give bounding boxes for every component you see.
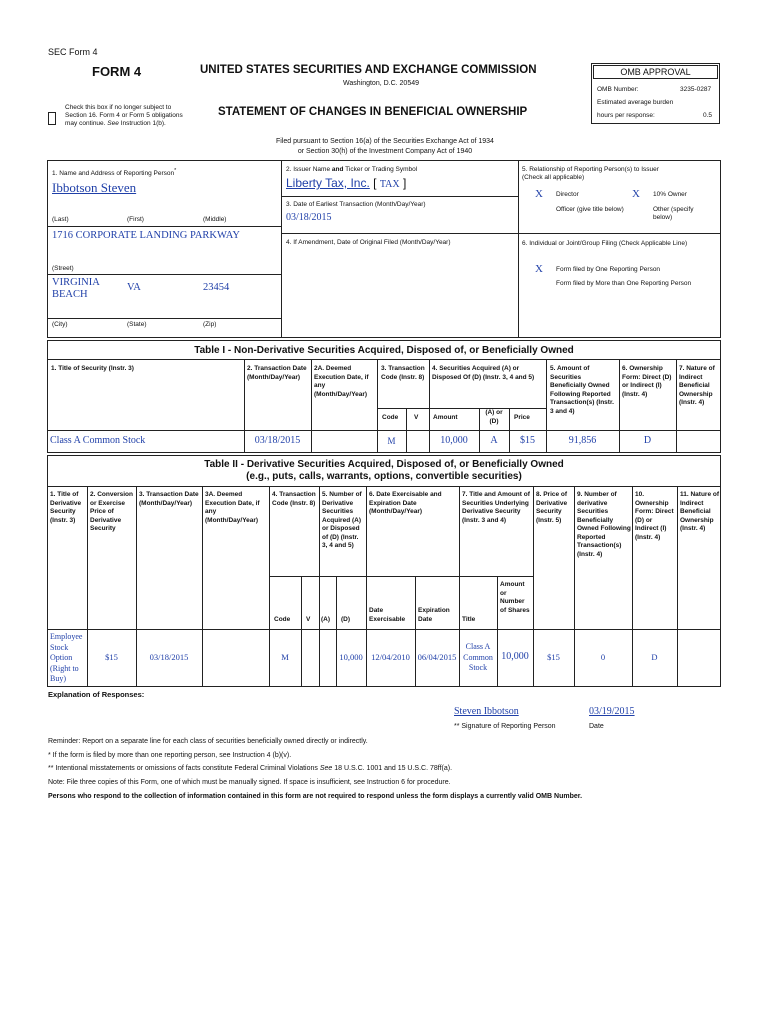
issuer-ticker: TAX	[379, 179, 400, 190]
t2-subheader-title: Title	[462, 616, 476, 623]
t2-header-underlying: 7. Title and Amount of Securities Underlying Derivative Security (Instr. 3 and 4)	[462, 491, 530, 524]
omb-hours-label: hours per response:	[597, 112, 655, 119]
omb-hours-value: 0.5	[703, 112, 713, 119]
city-label: (City)	[52, 321, 68, 328]
t2-row-expiration: 06/04/2015	[417, 652, 457, 662]
omb-number-label: OMB Number:	[597, 86, 639, 93]
t2-header-code: 4. Transaction Code (Instr. 8)	[272, 491, 316, 507]
t1-row-owned: 91,856	[568, 435, 597, 446]
t2-row-underlying-title: Class A Common Stock	[463, 642, 493, 672]
t2-header-owned: 9. Number of derivative Securities Beneficially Owned Following Reported Transaction(s) (Instr. 4)	[577, 491, 631, 558]
t2-header-number: 5. Number of Derivative Securities Acquired (A) or Disposed of (D) (Instr. 3, 4 and 5)	[322, 491, 362, 549]
t2-row-underlying-amount: 10,000	[501, 651, 529, 662]
t2-header-exercisable: 6. Date Exercisable and Expiration Date (Month/Day/Year)	[369, 491, 442, 515]
t2-subheader-v: V	[306, 616, 311, 623]
explanation-label: Explanation of Responses:	[48, 690, 145, 699]
first-name-label: (First)	[127, 216, 144, 223]
omb-burden-label: Estimated average burden	[597, 99, 674, 106]
earliest-transaction-date: 03/18/2015	[286, 212, 332, 223]
issuer-name-link[interactable]: Liberty Tax, Inc.	[286, 176, 370, 190]
t2-header-price: 8. Price of Derivative Security (Instr. 5)	[536, 491, 568, 524]
amendment-label: 4. If Amendment, Date of Original Filed (Month/Day/Year)	[286, 239, 451, 246]
t2-row-code: M	[281, 652, 289, 662]
form-title: FORM 4	[92, 64, 142, 79]
t1-row-date: 03/18/2015	[254, 435, 301, 446]
t1-subheader-v: V	[414, 414, 419, 421]
t2-header-nature: 11. Nature of Indirect Beneficial Ownership (Instr. 4)	[680, 491, 720, 532]
t2-row-derivative-price: $15	[547, 652, 560, 662]
t1-header-deemed: 2A. Deemed Execution Date, if any (Month/Day/Year)	[314, 365, 369, 398]
omb-title: OMB APPROVAL	[593, 65, 718, 79]
commission-location: Washington, D.C. 20549	[343, 80, 420, 87]
t1-header-nature: 7. Nature of Indirect Beneficial Ownership (Instr. 4)	[679, 365, 715, 406]
reporting-person-label: 1. Name and Address of Reporting Person*	[52, 168, 177, 178]
one-reporting-person-mark[interactable]: X	[535, 263, 543, 275]
street-address: 1716 CORPORATE LANDING PARKWAY	[52, 230, 240, 241]
state-value: VA	[127, 282, 141, 293]
t1-header-title: 1. Title of Security (Instr. 3)	[51, 365, 134, 372]
middle-name-label: (Middle)	[203, 216, 227, 223]
reporting-person-name[interactable]: Ibbotson Steven	[52, 180, 137, 195]
earliest-transaction-label: 3. Date of Earliest Transaction (Month/Day/Year)	[286, 201, 426, 208]
t2-header-conversion: 2. Conversion or Exercise Price of Derivative Security	[90, 491, 133, 532]
t2-subheader-amount-shares: Amount or Number of Shares	[500, 581, 530, 614]
filing-type-label: 6. Individual or Joint/Group Filing (Check Applicable Line)	[522, 240, 688, 247]
t1-header-date: 2. Transaction Date (Month/Day/Year)	[247, 365, 307, 381]
t1-header-acquired: 4. Securities Acquired (A) or Disposed Of (D) (Instr. 3, 4 and 5)	[432, 365, 535, 381]
reminder-text: Reminder: Report on a separate line for each class of securities beneficially owned directly or indirectly.	[48, 738, 368, 745]
checkbox-text: Check this box if no longer subject to Section 16. Form 4 or Form 5 obligations may continue. See Instruction 1(b).	[65, 104, 183, 127]
t2-subheader-d: (D)	[341, 616, 351, 623]
t1-header-code: 3. Transaction Code (Instr. 8)	[381, 365, 425, 381]
note-misstatements: ** Intentional misstatements or omissions of facts constitute Federal Criminal Violations See 18 U.S.C. 1001 and 15 U.S.C. 78ff(a).	[48, 765, 453, 772]
t2-header-title: 1. Title of Derivative Security (Instr. 3)	[50, 491, 82, 524]
director-mark[interactable]: X	[535, 188, 543, 200]
t2-header-ownership-form: 10. Ownership Form: Direct (D) or Indirect (I) (Instr. 4)	[635, 491, 674, 541]
issuer-line: Liberty Tax, Inc. [ TAX ]	[286, 176, 407, 190]
officer-label: Officer (give title below)	[556, 206, 624, 213]
t1-row-aord: A	[490, 435, 498, 446]
t1-header-ownership-form: 6. Ownership Form: Direct (D) or Indirect (I) (Instr. 4)	[622, 365, 672, 398]
t1-row-form: D	[643, 435, 652, 446]
omb-number-value: 3235-0287	[680, 86, 712, 93]
t2-row-title: Employee Stock Option (Right to Buy)	[50, 632, 83, 683]
t2-row-date: 03/18/2015	[149, 652, 189, 662]
t2-subheader-expiration: Expiration Date	[418, 607, 450, 623]
t1-row-title: Class A Common Stock	[50, 435, 146, 446]
t2-row-disposed: 10,000	[339, 652, 363, 662]
t2-row-conversion-price: $15	[105, 652, 118, 662]
t2-header-date: 3. Transaction Date (Month/Day/Year)	[139, 491, 199, 507]
persons-notice: Persons who respond to the collection of information contained in this form are not required to respond unless the form displays a currently valid OMB Number.	[48, 793, 583, 800]
ten-percent-owner-mark[interactable]: X	[632, 188, 640, 200]
t1-header-amount-owned: 5. Amount of Securities Beneficially Owned Following Reported Transaction(s) (Instr. 3 and 4)	[550, 365, 614, 415]
t1-subheader-aord: (A) or (D)	[485, 409, 503, 425]
t2-row-date-exercisable: 12/04/2010	[371, 652, 410, 662]
more-reporting-persons-label: Form filed by More than One Reporting Person	[556, 280, 692, 287]
signature-label: ** Signature of Reporting Person	[454, 723, 556, 730]
statement-title: STATEMENT OF CHANGES IN BENEFICIAL OWNERSHIP	[218, 106, 528, 118]
note-multiple-persons: * If the form is filed by more than one reporting person, see Instruction 4 (b)(v).	[48, 752, 292, 759]
t1-subheader-price: Price	[514, 414, 530, 421]
t2-header-deemed: 3A. Deemed Execution Date, if any (Month/Day/Year)	[205, 491, 260, 524]
commission-title: UNITED STATES SECURITIES AND EXCHANGE COMMISSION	[200, 64, 537, 76]
t1-subheader-amount: Amount	[433, 414, 458, 421]
signature-date[interactable]: 03/19/2015	[589, 706, 635, 717]
issuer-label: 2. Issuer Name and Ticker or Trading Symbol	[286, 166, 418, 173]
t2-row-form: D	[651, 652, 658, 662]
signature-name[interactable]: Steven Ibbotson	[454, 706, 519, 717]
t1-subheader-code: Code	[382, 414, 399, 421]
no-longer-subject-checkbox[interactable]	[48, 112, 56, 125]
other-label: Other (specify below)	[653, 206, 694, 221]
t1-row-price: $15	[520, 435, 535, 446]
t2-row-owned: 0	[600, 652, 606, 662]
t1-row-amount: 10,000	[440, 435, 468, 446]
t2-subheader-a: (A)	[321, 616, 331, 623]
t2-subheader-code: Code	[274, 616, 291, 623]
filed-pursuant-text: Filed pursuant to Section 16(a) of the Securities Exchange Act of 1934 or Section 30(h) of the Investment Company Act of 1940	[276, 138, 494, 155]
table1-title: Table I - Non-Derivative Securities Acquired, Disposed of, or Beneficially Owned	[194, 345, 574, 356]
table2-title: Table II - Derivative Securities Acquired, Disposed of, or Beneficially Owned (e.g., puts, calls, warrants, options, convertible securities)	[204, 459, 564, 482]
signature-date-label: Date	[589, 723, 604, 730]
zip-label: (Zip)	[203, 321, 217, 328]
ten-percent-owner-label: 10% Owner	[653, 191, 687, 198]
relationship-label: 5. Relationship of Reporting Person(s) to Issuer (Check all applicable)	[522, 166, 659, 181]
zip-value: 23454	[203, 282, 230, 293]
street-label: (Street)	[52, 265, 74, 272]
city-value: VIRGINIA BEACH	[52, 277, 100, 300]
sec-form-label: SEC Form 4	[48, 47, 98, 57]
state-label: (State)	[127, 321, 147, 328]
last-name-label: (Last)	[52, 216, 69, 223]
note-copies: Note: File three copies of this Form, one of which must be manually signed. If space is insufficient, see Instruction 6 for procedure.	[48, 779, 451, 786]
t1-row-code: M	[387, 436, 396, 446]
t2-subheader-date-exercisable: Date Exercisable	[369, 607, 406, 623]
one-reporting-person-label: Form filed by One Reporting Person	[556, 266, 661, 273]
director-label: Director	[556, 191, 579, 198]
